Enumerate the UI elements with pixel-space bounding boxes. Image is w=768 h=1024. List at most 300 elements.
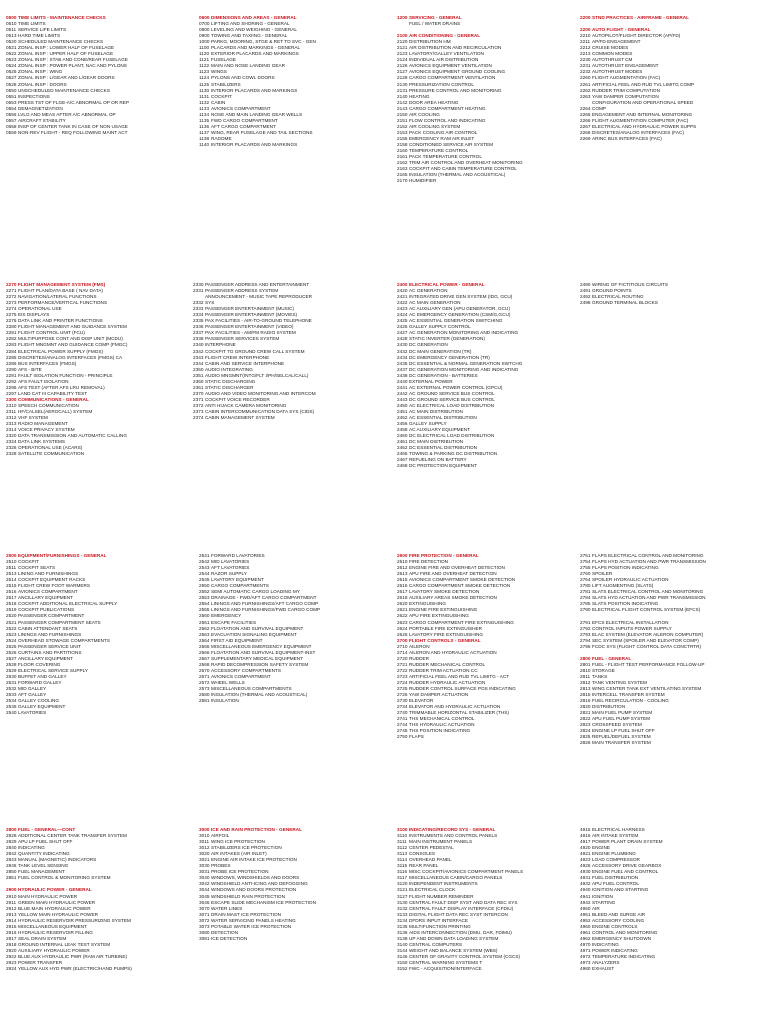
entry-title: ENGINE PLUMBING bbox=[592, 851, 636, 857]
entry-code: 0513 bbox=[6, 33, 17, 39]
entry-title: FAULT ISOLATION FUNCTION - PRINCIPLE bbox=[18, 372, 113, 378]
entry-code: 2710 bbox=[397, 643, 408, 649]
entry-title: STABILIZERS bbox=[211, 81, 241, 87]
entry-title: GROUND TERMINAL BLOCKS bbox=[592, 300, 658, 306]
entry-code: 2532 bbox=[6, 686, 17, 692]
entry-title: ELECTRICAL ROUTING bbox=[592, 294, 644, 300]
entry-code: 1000 bbox=[199, 39, 210, 45]
entry-code: 2600 bbox=[397, 553, 408, 558]
entry-code: 2281 bbox=[6, 330, 17, 336]
entry-title: GALLEY COOLING bbox=[18, 698, 60, 704]
entry-code: 2343 bbox=[193, 354, 204, 360]
entry-code: 2161 bbox=[397, 154, 408, 160]
entry-code: 2801 bbox=[580, 661, 591, 667]
section-column bbox=[580, 553, 768, 747]
entry-title: DRAIN MAST ICE PROTECTION bbox=[211, 911, 281, 917]
entry-title: ACCESSORY DRIVE GEARBOX bbox=[592, 863, 662, 869]
entry-title: THS POSITION INDICATING bbox=[409, 728, 471, 734]
entry-title: RAZOR SUPPLY bbox=[211, 571, 247, 577]
entry-code: 2150 bbox=[397, 111, 408, 117]
entry-title: RUDDER CONTROL SURFACE POS INDICATING bbox=[409, 686, 516, 692]
entry-title: SPOILER HYDRAULIC ACTUATION bbox=[592, 577, 669, 583]
entry-code: 3042 bbox=[199, 881, 210, 887]
entry-title: FUEL - FLIGHT TEST PERFORMANCE FOLLOW-UP bbox=[592, 661, 705, 667]
entry-title: AILERON AND HYDRAULIC ACTUATION bbox=[409, 649, 497, 655]
entry-title: DISCRETES/ANALOG INTERFACES (FAC) bbox=[592, 129, 684, 135]
entry-title: PRESSURIZATION CONTROL bbox=[409, 81, 475, 87]
section-column bbox=[6, 15, 196, 136]
entry-title: FCDC SYS (FLIGHT CONTROL DATA CONCTRTR) bbox=[592, 643, 702, 649]
entry-title: FLIGHT MNGMNT AND GUIDANCE COMP (FMGC) bbox=[18, 342, 128, 348]
entry-title: OVERHEAD STOWAGE COMPARTMENTS bbox=[18, 637, 111, 643]
entry-code: 2555 bbox=[199, 607, 210, 613]
entry-title: STARTING bbox=[592, 899, 616, 905]
entry-code: 2285 bbox=[6, 354, 17, 360]
entry-code: 4973 bbox=[580, 960, 591, 966]
entry-code: 2734 bbox=[397, 704, 408, 710]
entry-code: 2533 bbox=[6, 692, 17, 698]
entry-title: ELECTRICAL SERVICE SUPPLY bbox=[18, 667, 88, 673]
entry-title: STND PRACTICES - AIRFRAME - GENERAL bbox=[592, 15, 689, 20]
entry-code: 2613 bbox=[397, 571, 408, 577]
entry-code: 2566 bbox=[199, 649, 210, 655]
entry-code: 2434 bbox=[397, 354, 408, 360]
entry-code: 3116 bbox=[397, 869, 408, 875]
entry-code: 2326 bbox=[6, 445, 17, 451]
entry-title: DC ELECTRICAL LOAD DISTRIBUTION bbox=[409, 433, 495, 439]
entry-title: CARGO COMPARTMENT FIRE EXTINGUISHING bbox=[409, 619, 514, 625]
entry-code: 2332 bbox=[193, 300, 204, 306]
entry-code: 2427 bbox=[397, 330, 408, 336]
entry-code: 2793 bbox=[580, 631, 591, 637]
entry-code: 2333 bbox=[193, 306, 204, 312]
entry-code: 2513 bbox=[6, 571, 17, 577]
entry-code: 4980 bbox=[580, 966, 591, 972]
entry-title: ZONAL INSP : L/GEAR AND L/GEAR DOORS bbox=[18, 75, 115, 81]
chapter-entry bbox=[580, 740, 768, 746]
entry-title: ARTIFICIAL FEEL AND RUD TVL LIMITG - ACT bbox=[409, 673, 510, 679]
entry-code: 2151 bbox=[397, 117, 408, 123]
entry-code: 0500 bbox=[6, 15, 17, 20]
entry-code: 0556 bbox=[6, 111, 17, 117]
entry-title: SEMI AUTOMATIC CARGO LOADING MY bbox=[211, 589, 300, 595]
entry-title: MISCELLANEOUS EMERGENCY EQUIPMENT bbox=[211, 643, 312, 649]
entry-title: AFT GALLEY bbox=[18, 692, 47, 698]
entry-code: 2420 bbox=[397, 288, 408, 294]
entry-code: 2610 bbox=[397, 559, 408, 565]
entry-code: 0528 bbox=[6, 81, 17, 87]
section-column bbox=[580, 15, 768, 142]
entry-code: 2515 bbox=[6, 583, 17, 589]
entry-code: 2273 bbox=[6, 300, 17, 306]
entry-title: WATER LINES bbox=[211, 905, 243, 911]
entry-code: 2740 bbox=[397, 710, 408, 716]
entry-code: 1130 bbox=[199, 87, 210, 93]
entry-code: 2143 bbox=[397, 105, 408, 111]
entry-code: 2140 bbox=[397, 93, 408, 99]
entry-title: FLIGHT CREW INTERPHONE bbox=[205, 354, 270, 360]
entry-code: 2544 bbox=[199, 571, 210, 577]
entry-title: EXTERIOR PLACARDS AND MARKINGS bbox=[211, 51, 299, 57]
section-column bbox=[6, 282, 196, 457]
entry-code: 4917 bbox=[580, 839, 591, 845]
entry-code: 3080 bbox=[199, 929, 210, 935]
entry-code: 3021 bbox=[199, 857, 210, 863]
entry-code: 2624 bbox=[397, 625, 408, 631]
entry-code: 2741 bbox=[397, 716, 408, 722]
entry-code: 2290 bbox=[6, 366, 17, 372]
entry-code: 4940 bbox=[580, 887, 591, 893]
entry-title: QUANTITY INDICATING bbox=[18, 851, 70, 857]
entry-code: 2622 bbox=[397, 613, 408, 619]
section-column bbox=[397, 827, 587, 972]
entry-code: 2914 bbox=[6, 917, 17, 923]
entry-code: 2328 bbox=[6, 451, 17, 457]
entry-code: 2615 bbox=[397, 577, 408, 583]
entry-title: ELEVATOR AND HYDRAULIC ACTUATION bbox=[409, 704, 501, 710]
entry-code: 2274 bbox=[6, 306, 17, 312]
entry-title: INDEPENDENT INSTRUMENTS bbox=[409, 881, 478, 887]
entry-code: 2200 bbox=[580, 15, 591, 20]
entry-code: 2820 bbox=[580, 704, 591, 710]
entry-title: AIR CONDITIONING - GENERAL bbox=[409, 33, 481, 39]
entry-title: HF/CALSEL(AEROCALL) SYSTEM bbox=[18, 408, 93, 414]
entry-title: MAIN AND NOSE LANDING GEAR bbox=[211, 63, 285, 69]
entry-title: INDICATING bbox=[592, 941, 619, 947]
entry-title: AFS FAULT ISOLATION bbox=[18, 378, 69, 384]
entry-code: 2540 bbox=[6, 710, 17, 716]
entry-code: 2291 bbox=[6, 372, 17, 378]
entry-title: AIR INTAKES (AIR INLET) bbox=[211, 851, 267, 857]
entry-title: AFT LAVATORIES bbox=[211, 565, 250, 571]
entry-code: 4932 bbox=[580, 881, 591, 887]
entry-title: FLIGHT MANAGEMENT AND GUIDANCE SYSTEM bbox=[18, 324, 127, 330]
entry-title: FORWARD LAVATORIES bbox=[211, 553, 265, 558]
entry-title: WINDOWS, WINDSHIELDS AND DOORS bbox=[211, 875, 300, 881]
entry-code: 2823 bbox=[580, 722, 591, 728]
entry-code: 2561 bbox=[199, 619, 210, 625]
entry-code: 3070 bbox=[199, 905, 210, 911]
entry-code: 2231 bbox=[580, 63, 591, 69]
entry-code: 2165 bbox=[397, 172, 408, 178]
entry-code: 2623 bbox=[397, 619, 408, 625]
entry-title: AC EXTERNAL POWER CONTROL (GPCU) bbox=[409, 384, 503, 390]
entry-code: 3110 bbox=[397, 833, 408, 839]
entry-title: ELECTRICAL POWER - GENERAL bbox=[409, 282, 485, 287]
entry-code: 2271 bbox=[6, 288, 17, 294]
entry-code: 2100 bbox=[397, 33, 408, 39]
entry-code: 2553 bbox=[199, 595, 210, 601]
entry-code: 2518 bbox=[6, 601, 17, 607]
entry-code: 3150 bbox=[397, 960, 408, 966]
entry-code: 2530 bbox=[6, 673, 17, 679]
entry-title: DC ESSENTIAL & NORMAL GENERATION SWTCHG bbox=[409, 360, 523, 366]
entry-code: 2563 bbox=[199, 631, 210, 637]
entry-title: AC MAIN GENERATION bbox=[409, 300, 461, 306]
entry-code: 2350 bbox=[193, 366, 204, 372]
entry-title: NOSE AND MAIN LANDING GEAR WELLS bbox=[211, 111, 303, 117]
entry-title: LININGS AND FURNISHINGS bbox=[18, 631, 82, 637]
entry-code: 2324 bbox=[6, 439, 17, 445]
entry-code: 2465 bbox=[397, 451, 408, 457]
chapter-entry bbox=[6, 710, 196, 716]
entry-title: EIS DISPLAYS bbox=[18, 312, 50, 318]
entry-code: 1140 bbox=[199, 141, 210, 147]
entry-code: 2344 bbox=[193, 360, 204, 366]
entry-title: INSULATION (THERMAL AND ACOUSTICAL) bbox=[409, 172, 506, 178]
entry-title: LININGS AND FURNISHINGS/AFT CARGO COMP bbox=[211, 601, 319, 607]
entry-code: 2131 bbox=[397, 87, 408, 93]
entry-code: 2295 bbox=[6, 384, 17, 390]
entry-title: GALLEY EQUIPMENT bbox=[18, 704, 66, 710]
entry-code: 2572 bbox=[199, 679, 210, 685]
entry-code: 4951 bbox=[580, 911, 591, 917]
entry-code: 2331 bbox=[193, 288, 204, 294]
entry-code: 2468 bbox=[397, 463, 408, 469]
entry-code: 2124 bbox=[397, 57, 408, 63]
entry-code: 3040 bbox=[199, 875, 210, 881]
entry-title: FUEL CONTROL & MONITORING SYSTEM bbox=[18, 875, 111, 881]
entry-code: 2754 bbox=[580, 559, 591, 565]
entry-title: ZONAL INSP : DOORS bbox=[18, 81, 67, 87]
entry-code: 2843 bbox=[6, 857, 17, 863]
entry-code: 1132 bbox=[199, 99, 210, 105]
entry-code: 2516 bbox=[6, 589, 17, 595]
entry-code: 0557 bbox=[6, 117, 17, 123]
entry-code: 0600 bbox=[199, 15, 210, 20]
entry-title: INTERPHONE bbox=[205, 342, 236, 348]
entry-title: TEMPERATURE INDICATING bbox=[592, 953, 656, 959]
entry-title: WINDSHIELD ANTI-ICING AND DEFOGGING bbox=[211, 881, 308, 887]
entry-title: CONFIGURATION AND OPERATIONAL SPEED bbox=[592, 99, 694, 105]
entry-title: AC ELECTRICAL LOAD DISTRIBUTION bbox=[409, 402, 494, 408]
entry-title: ENGINE bbox=[592, 845, 610, 851]
entry-code: 2276 bbox=[6, 318, 17, 324]
entry-code: 4962 bbox=[580, 935, 591, 941]
entry-title: SPEECH COMMUNICATION bbox=[18, 402, 79, 408]
entry-code: 3120 bbox=[397, 881, 408, 887]
entry-title: DC ESSENTIAL DISTRIBUTION bbox=[409, 445, 478, 451]
entry-code: 2917 bbox=[6, 935, 17, 941]
entry-title: CARGO COMPARTMENT HEATING bbox=[409, 105, 486, 111]
entry-title: COCKPIT bbox=[18, 559, 39, 565]
entry-title: EXTERNAL POWER bbox=[409, 378, 453, 384]
entry-title: MISCELLANEOUS CABIN/CARGO PANELS bbox=[409, 875, 503, 881]
entry-title: ANALYZERS bbox=[592, 960, 620, 966]
entry-code: 2900 bbox=[6, 887, 17, 893]
entry-title: FUSELAGE bbox=[211, 57, 237, 63]
entry-title: CROSSFEED SYSTEM bbox=[592, 722, 642, 728]
entry-code: 2755 bbox=[580, 565, 591, 571]
entry-code: 2284 bbox=[6, 348, 17, 354]
entry-title: FWC - ACQUISITION/INTERFACE bbox=[409, 966, 482, 972]
entry-code: 1200 bbox=[397, 15, 408, 20]
entry-title: OPERATIONAL USE bbox=[18, 306, 62, 312]
entry-title: MISC COCKPIT/AVIONICS COMPARTMENT PANELS bbox=[409, 869, 524, 875]
entry-code: 2441 bbox=[397, 384, 408, 390]
entry-code: 3031 bbox=[199, 869, 210, 875]
section-column bbox=[397, 553, 587, 740]
entry-title: LEVELING AND WEIGHING - GENERAL bbox=[211, 27, 297, 33]
entry-code: 2813 bbox=[580, 686, 591, 692]
entry-code: 2424 bbox=[397, 312, 408, 318]
entry-title: LIFT AUGMENTING (SLATS) bbox=[592, 583, 654, 589]
entry-title: WINGS bbox=[211, 69, 227, 75]
entry-title: AC ESSENTIAL GENERATION SWITCHING bbox=[409, 318, 503, 324]
entry-title: AVIONICS EQUIPMENT GROUND COOLING bbox=[409, 69, 506, 75]
entry-title: AUXILIARY AREAS SMOKE DETECTION bbox=[409, 595, 497, 601]
entry-title: MID GALLEY bbox=[18, 686, 47, 692]
entry-title: FUEL DISTRIBUTION bbox=[592, 875, 639, 881]
entry-title: CENTRAL WARNING SYSTEMS T bbox=[409, 960, 483, 966]
section-column bbox=[6, 827, 196, 972]
entry-title: UP AND DOWN DATA LOADING SYSTEM bbox=[409, 935, 499, 941]
entry-title: TANKS bbox=[592, 673, 608, 679]
entry-title: SYS bbox=[205, 300, 215, 306]
entry-code: 2910 bbox=[6, 893, 17, 899]
entry-code: 2800 bbox=[6, 827, 17, 832]
entry-title: ENGINE AIR INTAKE ICE PROTECTION bbox=[211, 857, 297, 863]
entry-title: DETECTION bbox=[211, 929, 239, 935]
entry-code: 2342 bbox=[193, 348, 204, 354]
entry-title: TIME LIMITS - MAINTENANCE CHECKS bbox=[18, 15, 106, 20]
entry-code: 3081 bbox=[199, 935, 210, 941]
entry-code: 3117 bbox=[397, 875, 408, 881]
entry-code: 2750 bbox=[397, 734, 408, 740]
entry-code: 3130 bbox=[397, 899, 408, 905]
entry-code: 1120 bbox=[199, 51, 210, 57]
entry-title: BUS INTERFACES (FMGS) bbox=[18, 360, 77, 366]
entry-title: AC MAIN DISTRIBUTION bbox=[409, 408, 463, 414]
entry-code: 2825 bbox=[580, 734, 591, 740]
entry-code: 2263 bbox=[580, 93, 591, 99]
entry-title: AIR COOLING bbox=[409, 111, 440, 117]
entry-code: 4960 bbox=[580, 923, 591, 929]
section-column bbox=[199, 827, 389, 942]
entry-title: FUEL - GENERAL—CONT bbox=[18, 827, 76, 832]
chapter-entry bbox=[6, 966, 196, 972]
entry-title: ZONAL INSP : STAB AND CONE/REAR FUSELAGE bbox=[18, 57, 128, 63]
entry-code: 2262 bbox=[580, 87, 591, 93]
entry-code: 2128 bbox=[397, 75, 408, 81]
entry-title: MID LAVATORIES bbox=[211, 559, 250, 565]
entry-code: 2520 bbox=[6, 613, 17, 619]
entry-title: POTABLE WATER ICE PROTECTION bbox=[211, 923, 292, 929]
entry-code: 2265 bbox=[580, 111, 591, 117]
entry-code: 2580 bbox=[199, 692, 210, 698]
entry-title: AVIONICS COMPARTMENT bbox=[211, 673, 271, 679]
entry-code: 2522 bbox=[6, 625, 17, 631]
entry-title: BLUE AUX HYDRAULIC PWR (RAM AIR TURBINE) bbox=[18, 953, 128, 959]
entry-title: DC EMERGENCY GENERATION (TR) bbox=[409, 354, 490, 360]
entry-code: 2428 bbox=[397, 336, 408, 342]
entry-title: PASSENGER ENTERTAINMENT (MUSIC) bbox=[205, 306, 294, 312]
entry-title: CONDITIONED SERVICE AIR SYSTEM bbox=[409, 141, 494, 147]
entry-title: WINDSHIELD RAIN PROTECTION bbox=[211, 893, 285, 899]
entry-code: 2458 bbox=[397, 427, 408, 433]
entry-code: 0511 bbox=[6, 27, 17, 33]
entry-code: 2335 bbox=[193, 318, 204, 324]
entry-title: DC MAIN GENERATION (TR) bbox=[409, 348, 472, 354]
entry-title: AC GENERATION bbox=[409, 288, 448, 294]
entry-title: SLATS POSITION INDICATING bbox=[592, 601, 659, 607]
entry-title: ELECTRICAL POWER SUPPLY (FMGS) bbox=[18, 348, 104, 354]
entry-code: 3115 bbox=[397, 863, 408, 869]
entry-title: EVACUATION SIGNALING EQUIPMENT bbox=[211, 631, 297, 637]
entry-code: 3046 bbox=[199, 899, 210, 905]
entry-code: 2432 bbox=[397, 348, 408, 354]
entry-code: 2565 bbox=[199, 643, 210, 649]
entry-title: AUXILIARY HYDRAULIC POWER bbox=[18, 947, 90, 953]
entry-title: CURTAINS AND PARTITIONS bbox=[18, 649, 82, 655]
entry-title: APU FUEL CONTROL bbox=[592, 881, 639, 887]
entry-code: 2923 bbox=[6, 960, 17, 966]
entry-title: DC GENERATION MONITORING AND INDICATING bbox=[409, 366, 519, 372]
entry-title: PASSENGER ENTERTAINMENT (MOVIES) bbox=[205, 312, 298, 318]
entry-code: 2213 bbox=[580, 51, 591, 57]
entry-code: 2336 bbox=[193, 324, 204, 330]
entry-code: 4971 bbox=[580, 947, 591, 953]
entry-title: INSP OF CENTER TANK IN CASE OF NON USAGE bbox=[18, 123, 128, 129]
entry-code: 2529 bbox=[6, 667, 17, 673]
entry-title: TIME LIMITS bbox=[18, 21, 46, 27]
entry-code: 2490 bbox=[580, 282, 591, 287]
entry-code: 2810 bbox=[580, 667, 591, 673]
entry-code: 1134 bbox=[199, 111, 210, 117]
entry-title: AFT CARGO COMPARTMENT bbox=[211, 123, 276, 129]
entry-code: 2451 bbox=[397, 408, 408, 414]
entry-code: 3100 bbox=[397, 827, 408, 832]
entry-code: 2282 bbox=[6, 336, 17, 342]
entry-title: FIRST AID EQUIPMENT bbox=[211, 637, 263, 643]
entry-code: 2361 bbox=[193, 384, 204, 390]
entry-title: OVERHEAD PANEL bbox=[409, 857, 452, 863]
entry-code: 2491 bbox=[580, 288, 591, 294]
entry-title: DFDRS INPUT INTERFACE bbox=[409, 917, 469, 923]
entry-code: 0510 bbox=[6, 21, 17, 27]
entry-code: 2795 bbox=[580, 643, 591, 649]
entry-code: 2726 bbox=[397, 692, 408, 698]
entry-code: 1137 bbox=[199, 129, 210, 135]
entry-title: SCHEDULED MAINTENANCE CHECKS bbox=[18, 39, 104, 45]
entry-title: DOOR AREA HEATING bbox=[409, 99, 459, 105]
entry-code: 0559 bbox=[6, 129, 17, 135]
entry-code: 2526 bbox=[6, 649, 17, 655]
entry-code: 2340 bbox=[193, 342, 204, 348]
entry-title: LAVATORY SMOKE DETECTION bbox=[409, 589, 480, 595]
entry-title: FLOATATION AND SURVIVAL EQUIPMENT-INST bbox=[211, 649, 316, 655]
entry-title: FIRE PROTECTION - GENERAL bbox=[409, 553, 479, 558]
entry-code: 1122 bbox=[199, 63, 210, 69]
entry-code: 2744 bbox=[397, 722, 408, 728]
section-column bbox=[397, 15, 587, 184]
entry-title: IGNITION bbox=[592, 893, 613, 899]
entry-title: EMERGENCY bbox=[211, 613, 242, 619]
entry-code: 2320 bbox=[6, 433, 17, 439]
entry-code: 3113 bbox=[397, 851, 408, 857]
entry-code: 2123 bbox=[397, 51, 408, 57]
entry-title: ACCESSORY COOLING bbox=[592, 917, 645, 923]
entry-title: VHF SYSTEM bbox=[18, 415, 48, 421]
entry-code: 2700 bbox=[397, 637, 408, 643]
entry-code: 2721 bbox=[397, 661, 408, 667]
entry-code: 2280 bbox=[6, 324, 17, 330]
entry-title: PACK COOLING AIR CONTROL bbox=[409, 129, 478, 135]
entry-code: 1138 bbox=[199, 135, 210, 141]
chapter-entry bbox=[6, 451, 196, 457]
entry-title: FUEL MANAGEMENT bbox=[18, 869, 65, 875]
entry-title: EQUIPMENT/FURNISHINGS - GENERAL bbox=[18, 553, 107, 558]
